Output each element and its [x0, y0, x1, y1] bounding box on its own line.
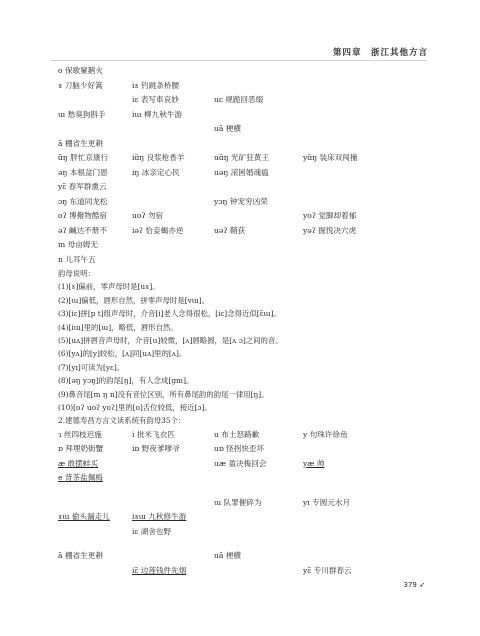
notes-title: 韵母说明：	[58, 269, 95, 278]
table-cell: ã 棚省生更耕	[58, 138, 103, 148]
table-row	[58, 564, 430, 579]
table-cell: yɛ̃ 专川群春云	[303, 565, 352, 575]
table-cell: i 批米飞衣匹	[132, 429, 175, 439]
table-row	[58, 510, 430, 525]
table-cell: iε 表写車哀妙	[132, 95, 179, 104]
table-cell: y 句珠许徐鱼	[303, 429, 348, 439]
table-cell: əʔ 鹹达不册不	[58, 225, 107, 235]
table-cell: iɑ̃ŋ 良浆枪香羊	[132, 153, 185, 162]
table-cell: uəŋ 滚困婚魂瘟	[214, 167, 269, 177]
table-cell: iε 湖舍也野	[132, 526, 172, 536]
table-cell: ɑ̃ŋ 胖忙京康行	[58, 153, 109, 162]
table-row	[58, 122, 430, 137]
table-row	[58, 525, 430, 540]
table-cell: uε 规跪回恶缀	[214, 95, 264, 104]
table-row	[58, 108, 430, 123]
table-cell: uæ 盈决梅回会	[214, 458, 267, 468]
table-cell: ɒ 拜埋奶街蟹	[58, 444, 104, 454]
note-item: (6)[yʌ]的[y]较松，[ʌ]同[uʌ]里的[ʌ]。	[58, 349, 187, 359]
table-cell: uɒ 怪拐快歪坏	[214, 444, 265, 454]
table-cell: n 儿耳午五	[58, 254, 96, 264]
table-cell: yɪ 专圆元水月	[303, 497, 351, 507]
table-cell: u 布土怒路歉	[214, 429, 260, 439]
table-cell: yɛ̃ 春军群熏云	[58, 182, 107, 191]
table-cell: iɯ 柳九秋牛游	[132, 109, 183, 119]
section-title: 2.建德寿昌方言文读系统有韵母35个：	[58, 416, 186, 426]
table-cell: yəʔ 掘悦决穴虎	[303, 225, 357, 235]
table-row	[58, 195, 430, 210]
table-row	[58, 137, 430, 152]
page-content	[58, 64, 430, 578]
table-cell: iŋ 冰亲定心民	[132, 167, 180, 177]
note-item: (2)[ɯ]偏低，唇形自然，拼零声母时是[vɯ]。	[58, 295, 210, 305]
table-cell: uɑ̃ŋ 光矿狂黄王	[214, 153, 270, 162]
table-row	[58, 79, 430, 94]
table-row	[58, 253, 430, 268]
table-cell: o 保歌窠鹅火	[58, 66, 103, 75]
table-row	[58, 549, 430, 564]
table-cell: yɑ̃ŋ 装床双闯撞	[303, 153, 358, 162]
table-cell: iɤ 钓跳条桥腰	[132, 80, 180, 90]
table-cell: uəʔ 鞘获	[214, 225, 246, 235]
table-cell: uã 梗横	[214, 124, 242, 133]
note-item: (3)[iε]拼[p t]组声母时，介音[i]老人念得很松，[iε]念得近似[ɛ̃ɯ]。	[58, 309, 281, 319]
note-item: (8)[əŋ yɔŋ]的韵尾[ŋ]，有人念成[ɡm]。	[58, 376, 194, 386]
table-cell: e 背茶盐佩梅	[58, 473, 103, 483]
table-cell: uã 梗横	[214, 551, 242, 561]
table-row	[58, 457, 430, 472]
table-cell: yæ 帅	[303, 458, 325, 468]
note-item: (9)鼻音尾[m ŋ n]没有音位区别，所有鼻尾韵的韵尾一律用[ŋ]。	[58, 389, 269, 399]
table-row	[58, 496, 430, 511]
table-cell: iɒ 野夜爹嗲爷	[132, 444, 180, 454]
notes-list	[58, 280, 430, 414]
table-cell: ɔŋ 东道同龙松	[58, 196, 108, 206]
page-number: 379	[403, 581, 417, 589]
table-cell: m 母亩姆无	[58, 240, 98, 249]
table-cell: æ 敢摆蚌买	[58, 458, 98, 468]
table-row	[58, 224, 430, 239]
table-cell: ɯ 队罪催碎为	[214, 497, 262, 507]
table-cell: ɤɯ 偷头漏走儿	[58, 512, 110, 522]
table-cell: ɿ 丝四枝迟施	[58, 429, 102, 439]
table-cell: iəʔ 恰妾蝎亦逆	[132, 225, 184, 235]
table-row	[58, 151, 430, 166]
note-item: (10)[oʔ uoʔ yoʔ]里的[o]舌位较低，接近[ɔ]。	[58, 403, 212, 413]
finals-table-literary	[58, 428, 430, 579]
table-cell: uoʔ 勿宿	[132, 211, 164, 220]
table-cell: əŋ 本根盆门恩	[58, 167, 108, 177]
table-cell: ã 棚省生更耕	[58, 551, 103, 561]
table-row	[58, 209, 430, 224]
page-footer	[404, 581, 425, 589]
table-row	[58, 238, 430, 253]
header-rule	[50, 60, 426, 61]
table-row	[58, 180, 430, 195]
table-cell: ɤ 刀脑少好篙	[58, 80, 103, 90]
note-item: (4)[iɯ]里的[ɯ]，略低，唇形自然。	[58, 322, 178, 332]
note-item: (7)[yɪ]可读为[yɛ]。	[58, 362, 125, 372]
table-row	[58, 93, 430, 108]
table-row	[58, 471, 430, 486]
table-cell: iɛ̃ 边莲钱件先烟	[132, 565, 187, 575]
table-cell: iɤɯ 九秋修牛游	[132, 512, 187, 522]
table-row	[58, 64, 430, 79]
table-row	[58, 442, 430, 457]
table-row	[58, 166, 430, 181]
note-item: (1)[ɤ]偏前，零声母时是[uɤ]。	[58, 282, 160, 292]
table-row	[58, 428, 430, 443]
table-cell: yoʔ 觉脚却着郁	[303, 211, 357, 220]
table-cell: oʔ 博撥物酷宿	[58, 211, 108, 220]
finals-table-colloquial	[58, 64, 430, 267]
table-cell: ɯ 愁臭狗斟手	[58, 109, 106, 119]
page-mark: ➶	[419, 581, 425, 589]
note-item: (5)[uʌ]拼唇音声母时，介音[u]较微，[ʌ]唇略圆，是[ʌ ɔ]之间的音。	[58, 336, 283, 346]
chapter-header: 第四章 浙江其他方言	[332, 48, 428, 58]
table-cell: yɔŋ 钟宠穷凶荣	[214, 196, 268, 206]
